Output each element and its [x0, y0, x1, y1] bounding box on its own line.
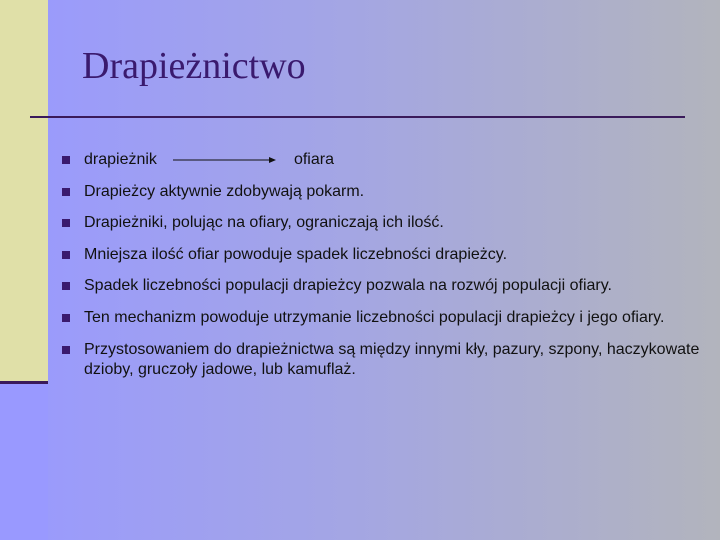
decorative-left-strip-divider — [0, 381, 48, 384]
square-bullet-icon — [62, 251, 70, 259]
square-bullet-icon — [62, 156, 70, 164]
square-bullet-icon — [62, 314, 70, 322]
square-bullet-icon — [62, 346, 70, 354]
bullet-text: Drapieżniki, polując na ofiary, ograniczają ich ilość. — [84, 214, 444, 232]
prey-label: ofiara — [293, 151, 334, 168]
bullet-item-3 — [62, 213, 702, 233]
bullet-text: Ten mechanizm powoduje utrzymanie liczebności populacji drapieżcy i jego ofiary. — [84, 308, 665, 326]
square-bullet-icon — [62, 282, 70, 290]
bullet-item-2 — [62, 182, 702, 202]
bullet-item-1 — [62, 150, 702, 170]
predator-label: drapieżnik — [84, 151, 157, 168]
arrow-right-icon — [173, 155, 277, 165]
bullet-item-4 — [62, 245, 702, 265]
bullet-text: Mniejsza ilość ofiar powoduje spadek liczebności drapieżcy. — [84, 245, 508, 263]
decorative-left-strip-lower — [0, 384, 48, 540]
bullet-item-7 — [62, 340, 702, 380]
bullet-text: Przystosowaniem do drapieżnictwa są między innymi kły, pazury, szpony, haczykowate dzioby, gruczoły jadowe, lub kamuflaż. — [84, 340, 700, 378]
bullet-item-5 — [62, 276, 702, 296]
square-bullet-icon — [62, 219, 70, 227]
title-divider — [30, 116, 685, 118]
slide-title: Drapieżnictwo — [82, 45, 306, 87]
bullet-item-6 — [62, 308, 702, 328]
bullet-text: Drapieżcy aktywnie zdobywają pokarm. — [84, 182, 365, 200]
bullet-list — [62, 150, 702, 391]
square-bullet-icon — [62, 188, 70, 196]
predator-prey-row — [84, 150, 702, 170]
bullet-text: Spadek liczebności populacji drapieżcy pozwala na rozwój populacji ofiary. — [84, 277, 612, 295]
